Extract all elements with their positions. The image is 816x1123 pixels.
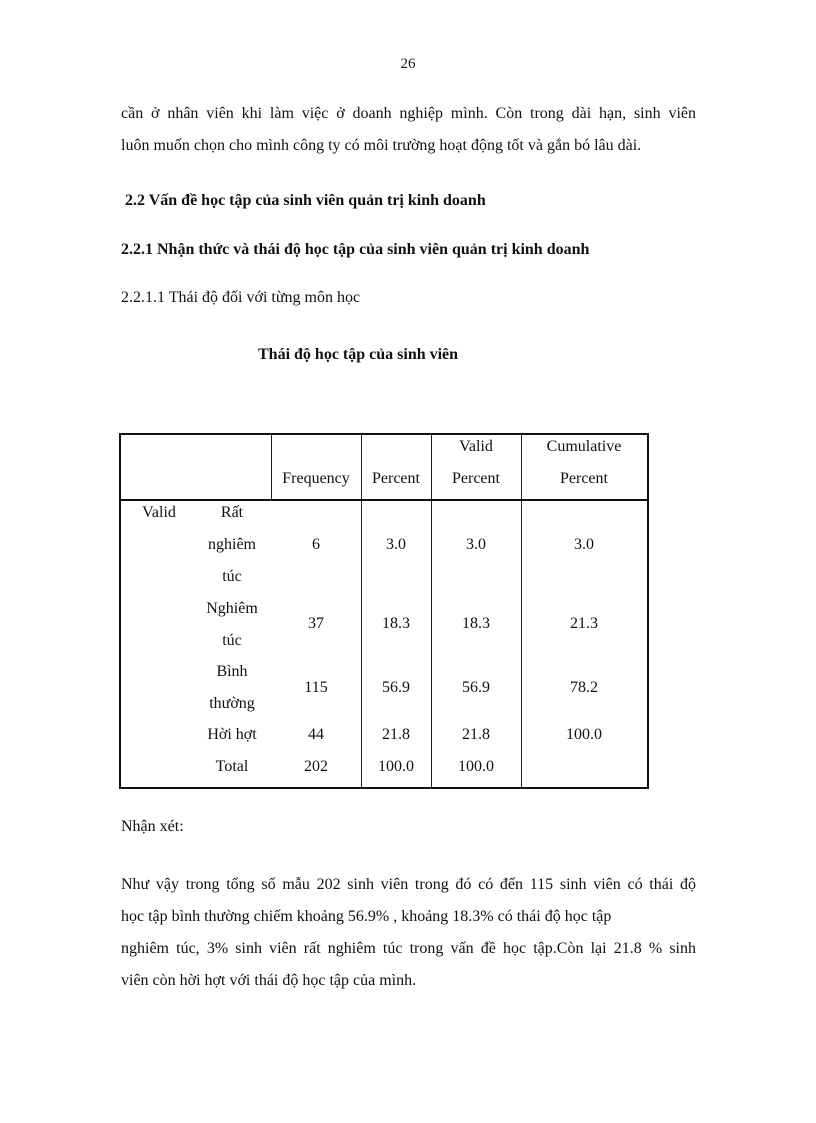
table-cell-cumulative-percent: 3.0 — [574, 536, 594, 553]
table-cell-percent: 3.0 — [386, 536, 406, 553]
remark-paragraph — [121, 869, 696, 997]
attitude-table — [119, 433, 649, 789]
table-cell-valid-percent: 100.0 — [458, 758, 494, 775]
table-cell-percent: 21.8 — [382, 726, 410, 743]
table-cell-cumulative-percent: 100.0 — [566, 726, 602, 743]
column-header-cumulative-percent-line1: Cumulative — [546, 438, 622, 455]
table-cell-percent: 100.0 — [378, 758, 414, 775]
row-label: Nghiêm — [206, 600, 258, 617]
intro-paragraph — [121, 98, 696, 162]
table-cell-percent: 18.3 — [382, 615, 410, 632]
row-label: Total — [215, 758, 249, 775]
table-cell-valid-percent: 18.3 — [462, 615, 490, 632]
table-cell-cumulative-percent: 78.2 — [570, 679, 598, 696]
table-cell-frequency: 202 — [304, 758, 328, 775]
row-label: túc — [222, 632, 242, 649]
table-cell-valid-percent: 3.0 — [466, 536, 486, 553]
row-label: Hời hợt — [207, 726, 257, 743]
table-cell-frequency: 6 — [312, 536, 320, 553]
table-cell-frequency: 37 — [308, 615, 324, 632]
row-label: Rất — [220, 504, 244, 521]
row-label: thường — [209, 695, 255, 712]
intro-line-1: cần ở nhân viên khi làm việc ở doanh nghiệp mình. Còn trong dài hạn, sinh viên — [121, 105, 696, 122]
remark-line-4: viên còn hời hợt với thái độ học tập của mình. — [121, 972, 417, 989]
section-heading-2-2-1-1: 2.2.1.1 Thái độ đối với từng môn học — [121, 289, 361, 306]
row-label: Bình — [216, 663, 248, 680]
table-cell-percent: 56.9 — [382, 679, 410, 696]
intro-line-2: luôn muốn chọn cho mình công ty có môi trường hoạt động tốt và gắn bó lâu dài. — [121, 137, 642, 154]
column-header-cumulative-percent-line2: Percent — [560, 470, 608, 487]
page-number: 26 — [400, 56, 416, 72]
table-cell-cumulative-percent: 21.3 — [570, 615, 598, 632]
remark-line-1: Như vậy trong tổng số mẫu 202 sinh viên trong đó có đến 115 sinh viên có thái độ — [121, 876, 696, 893]
row-group-label: Valid — [142, 504, 176, 521]
remark-line-3: nghiêm túc, 3% sinh viên rất nghiêm túc trong vấn đề học tập.Còn lại 21.8 % sinh — [121, 940, 696, 957]
section-heading-2-2-1: 2.2.1 Nhận thức và thái độ học tập của sinh viên quản trị kinh doanh — [121, 241, 590, 258]
table-cell-valid-percent: 56.9 — [462, 679, 490, 696]
table-title: Thái độ học tập của sinh viên — [258, 346, 459, 363]
column-header-frequency: Frequency — [282, 470, 350, 487]
column-header-valid-percent-line2: Percent — [452, 470, 500, 487]
column-header-valid-percent-line1: Valid — [459, 438, 493, 455]
row-label: nghiêm — [208, 536, 256, 553]
remark-label: Nhận xét: — [121, 818, 184, 835]
table-cell-frequency: 44 — [308, 726, 324, 743]
row-label: túc — [222, 568, 242, 585]
table-cell-frequency: 115 — [304, 679, 328, 696]
section-heading-2-2: 2.2 Vấn đề học tập của sinh viên quản trị kinh doanh — [125, 192, 486, 209]
remark-line-2: học tập bình thường chiếm khoảng 56.9% , khoảng 18.3% có thái độ học tập — [121, 908, 612, 925]
table-cell-valid-percent: 21.8 — [462, 726, 490, 743]
column-header-percent: Percent — [372, 470, 420, 487]
